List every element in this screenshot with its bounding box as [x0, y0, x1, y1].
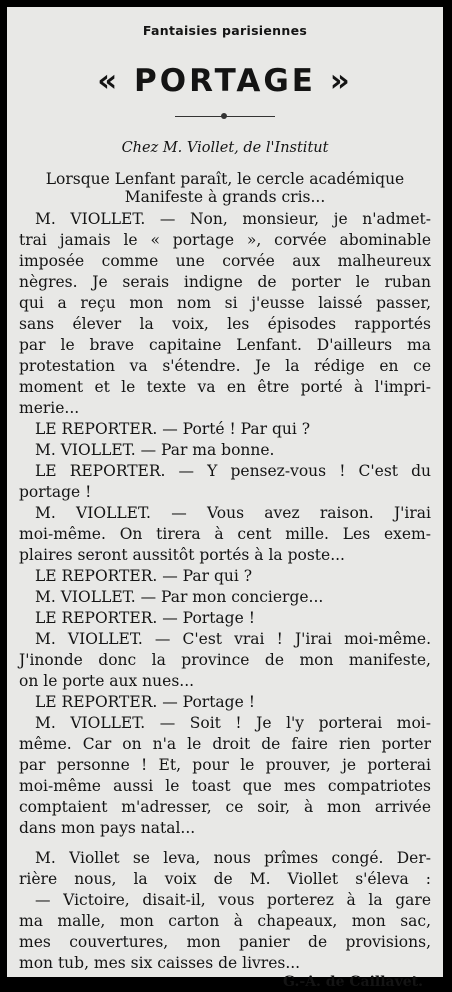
text-line: moi-même aussi le toast que mes compatriotes	[19, 777, 431, 795]
text-line: mon tub, mes six caisses de livres...	[19, 954, 301, 972]
text-line: J'inonde donc la province de mon manifeste,	[19, 651, 431, 669]
newspaper-clipping	[7, 7, 443, 990]
dialogue-line: M. VIOLLET. — Soit ! Je l'y porterai moi-	[35, 714, 431, 732]
section-rubric: Fantaisies parisiennes	[142, 23, 308, 38]
epigraph-line: Manifeste à grands cris...	[124, 188, 326, 206]
dialogue-line: LE REPORTER. — Portage !	[35, 609, 255, 627]
text-line: sans élever la voix, les épisodes rapportés	[19, 315, 431, 333]
text-line: qui a reçu mon nom si j'eusse laissé passer,	[19, 294, 431, 312]
text-line: trai jamais le « portage », corvée abominable	[19, 231, 431, 249]
text-line: dans mon pays natal...	[19, 819, 196, 837]
text-line: par personne ! Et, pour le prouver, je porterai	[19, 756, 431, 774]
text-line: portage !	[19, 483, 92, 501]
text-line: M. Viollet se leva, nous prîmes congé. Der-	[35, 849, 431, 867]
dialogue-line: LE REPORTER. — Y pensez-vous ! C'est du	[35, 462, 431, 480]
text-line: mes couvertures, mon panier de provisions,	[19, 933, 431, 951]
text-line: comptaient m'adresser, ce soir, à mon arrivée	[19, 798, 431, 816]
text-line: même. Car on n'a le droit de faire rien porter	[19, 735, 431, 753]
dialogue-line: LE REPORTER. — Par qui ?	[35, 567, 253, 585]
dialogue-line: M. VIOLLET. — Par mon concierge...	[35, 588, 324, 606]
text-line: plaires seront aussitôt portés à la poste...	[19, 546, 345, 564]
text-line: on le porte aux nues...	[19, 672, 195, 690]
dialogue-line: M. VIOLLET. — Par ma bonne.	[35, 441, 275, 459]
epigraph-line: Lorsque Lenfant paraît, le cercle académique	[45, 170, 405, 188]
author-signature: G.-A. de Caillavet.	[283, 974, 423, 990]
text-line: imposée comme une corvée aux malheureux	[19, 252, 431, 270]
dialogue-line: M. VIOLLET. — Vous avez raison. J'irai	[35, 504, 431, 522]
text-line: ma malle, mon carton à chapeaux, mon sac,	[19, 912, 431, 930]
dialogue-line: LE REPORTER. — Porté ! Par qui ?	[35, 420, 311, 438]
text-line: par le brave capitaine Lenfant. D'ailleurs ma	[19, 336, 431, 354]
text-line: moi-même. On tirera à cent mille. Les exem-	[19, 525, 431, 543]
text-line: moment et le texte va en être porté à l'impri-	[19, 378, 431, 396]
text-line: rière nous, la voix de M. Viollet s'éleva :	[19, 870, 431, 888]
dialogue-line: M. VIOLLET. — C'est vrai ! J'irai moi-même.	[35, 630, 431, 648]
text-line: protestation va s'étendre. Je la rédige en ce	[19, 357, 431, 375]
text-line: merie...	[19, 399, 80, 417]
text-line: nègres. Je serais indigne de porter le ruban	[19, 273, 431, 291]
article-title: « PORTAGE »	[97, 63, 353, 99]
dialogue-line: LE REPORTER. — Portage !	[35, 693, 255, 711]
article-subtitle: Chez M. Viollet, de l'Institut	[121, 140, 329, 156]
text-line: M. VIOLLET. — Non, monsieur, je n'admet-	[35, 210, 431, 228]
text-line: — Victoire, disait-il, vous porterez à la gare	[35, 891, 431, 909]
title-rule-ornament	[221, 113, 227, 119]
